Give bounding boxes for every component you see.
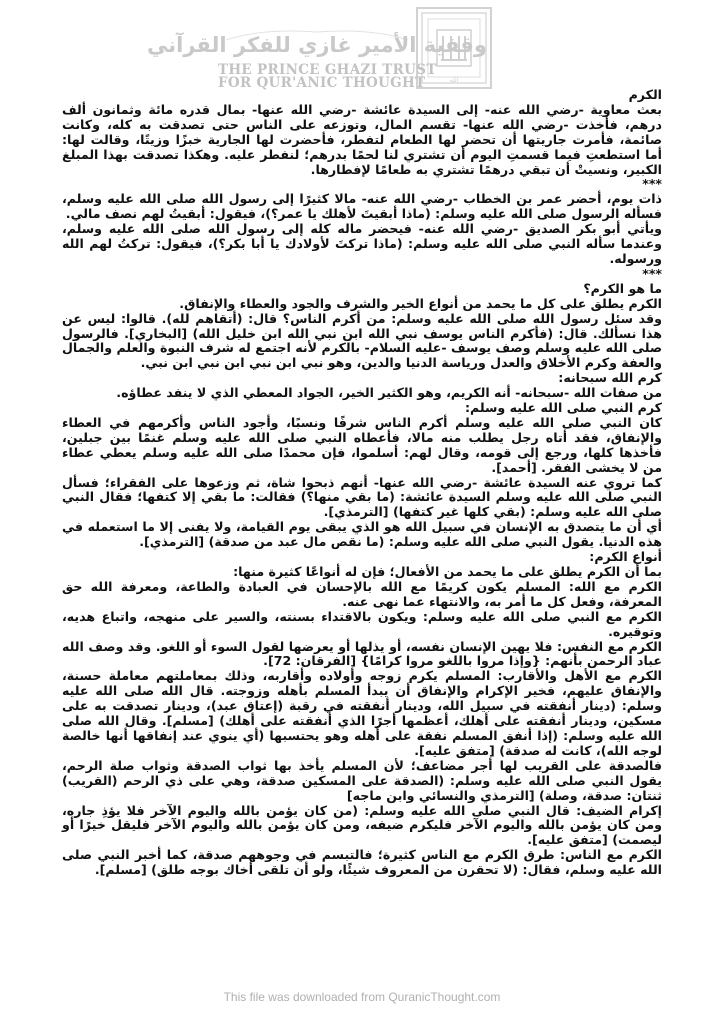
paragraph-allah-generosity: من صفات الله -سبحانه- أنه الكريم، وهو الكثير الخير، الجواد المعطي الذي لا ينفد عطاؤه.: [116, 385, 662, 401]
section-heading-allah-generosity: كرم الله سبحانه:: [558, 370, 662, 386]
paragraph-umar: ذات يوم، أحضر عمر بن الخطاب -رضي الله عنه- مالا كثيرًا إلى رسول الله صلى الله عليه وسلم، فسأله الرسول صلى الله عليه وسلم: (ماذا أبقيتَ لأهلك يا عمر؟)، فيقول: أبقيتُ لهم نصف مالي.: [62, 191, 662, 222]
trust-logo-english-name: [218, 62, 437, 91]
article-title: الكرم: [628, 87, 662, 102]
paragraph-prophet-generosity: كان النبي صلى الله عليه وسلم أكرم الناس شرفًا ونسبًا، وأجود الناس وأكرمهم في العطاء والإنفاق، فقد أتاه رجل يطلب منه مالا، فأعطاه النبي صلى الله عليه وسلم غنمًا بين جبلين، فأخذها كلها، ورجع إلى قومه، وقال لهم: أسلموا، فإن محمدًا صلى الله عليه وسلم يعطي عطاء من لا يخشى الفقر. [أحمد].: [62, 414, 662, 475]
paragraph-with-prophet: الكرم مع النبي صلى الله عليه وسلم: ويكون بالاقتداء بسنته، والسير على منهجه، واتباع هديه، وتوقيره.: [62, 608, 662, 639]
paragraph-with-self: الكرم مع النفس: فلا يهين الإنسان نفسه، أو يذلها أو يعرضها لقول السوء أو اللغو. وقد وصف الله عباد الرحمن بأنهم: {وإذا مروا باللغو مروا كرامًا} [الفرقان: 72].: [62, 638, 662, 669]
paragraph-aisha-charity: بعث معاوية -رضي الله عنه- إلى السيدة عائشة -رضي الله عنها- بمال قدره مائة وثمانون ألف درهم، فأخذت -رضي الله عنها- تقسم المال، وتوزعه على الناس حتى تصدقت به كله، وكانت صائمة، فأمرت جاريتها أن تحضر لها الطعام لتفطر، فأحضرت لها الجارية خبزًا وزيتًا، وقالت لها: أما استطعتِ فيما قسمتِ اليوم أن تشتري لنا لحمًا بدرهم؛ لنفطر عليه. وهكذا تصدقت بهذا المبلغ الكبير، ونسيتْ أن تبقي درهمًا تشتري به طعامًا لإفطارها.: [62, 101, 662, 177]
paragraph-with-allah: الكرم مع الله: المسلم يكون كريمًا مع الله بالإحسان في العبادة والطاعة، ومعرفة الله حق المعرفة، وفعل كل ما أمر به، والانتهاء عما نهى عنه.: [62, 578, 662, 609]
paragraph-yusuf: وقد سئل رسول الله صلى الله عليه وسلم: من أكرم الناس؟ قال: (أتقاهم لله). قالوا: ليس عن هذا نسألك. قال: (فأكرم الناس يوسف نبي الله ابن نبي الله ابن خليل الله) [البخاري]. فالرسول صلى الله عليه وسلم وصف يوسف -عليه السلام- بالكرم لأنه اجتمع له شرف النبوة والعلم والجمال والعفة وكرم الأخلاق والعدل ورياسة الدنيا والدين، وهو نبي ابن نبي ابن نبي ابن نبي.: [62, 310, 662, 371]
paragraph-sheep: كما تروي عنه السيدة عائشة -رضي الله عنها- أنهم ذبحوا شاة، ثم وزعوها على الفقراء؛ فسأل النبي صلى الله عليه وسلم السيدة عائشة: (ما بقي منها؟) فقالت: ما بقي إلا كتفها؛ فقال النبي صلى الله عليه وسلم: (بقي كلها غير كتفها) [الترمذي].: [62, 474, 662, 520]
section-heading-what-is-generosity: ما هو الكرم؟: [583, 280, 662, 296]
article-body: [62, 88, 662, 930]
logo-english-line-2: FOR QUR'ANIC THOUGHT: [218, 75, 426, 91]
paragraph-charity-remains: أي أن ما يتصدق به الإنسان في سبيل الله هو الذي يبقى يوم القيامة، ولا يفنى إلا ما استعمله في هذه الدنيا. يقول النبي صلى الله عليه وسلم: (ما نقص مال عبد من صدقة) [الترمذي].: [62, 519, 662, 550]
paragraph-definition: الكرم يطلق على كل ما يحمد من أنواع الخير والشرف والجود والعطاء والإنفاق.: [179, 295, 662, 311]
paragraph-charity-relatives: فالصدقة على القريب لها أجر مضاعف؛ لأن المسلم يأخذ بها ثواب الصدقة وثواب صلة الرحم، يقول النبي صلى الله عليه وسلم: (الصدقة على المسكين صدقة، وهي على ذي الرحم (القريب) ثنتان: صدقة، وصلة) [الترمذي والنسائي وابن ماجه]: [62, 757, 662, 803]
paragraph-with-family: الكرم مع الأهل والأقارب: المسلم يكرم زوجه وأولاده وأقاربه، وذلك بمعاملتهم معاملة حسنة، والإنفاق عليهم، فخير الإكرام والإنفاق أن يبدأ المسلم بأهله وزوجته. قال الله صلى الله عليه وسلم: (دينار أنفقته في سبيل الله، ودينار أنفقته في رقبة (إعتاق عبد)، ودينار تصدقت به على مسكين، ودينار أنفقته على أهلك، أعظمها أجرًا الذي أنفقته على أهلك) [مسلم]. وقال الله صلى الله عليه وسلم: (إذا أنفق المسلم نفقة على أهله وهو يحتسبها (أي ينوي عند إنفاقها أنها خالصة لوجه الله)، كانت له صدقة) [متفق عليه].: [62, 668, 662, 758]
paragraph-guest: إكرام الضيف: قال النبي صلى الله عليه وسلم: (من كان يؤمن بالله واليوم الآخر فلا يؤذِ جاره، ومن كان يؤمن بالله واليوم الآخر فليكرم ضيفه، ومن كان يؤمن بالله واليوم الآخر فليقل خيرًا أو ليصمت) [متفق عليه].: [62, 802, 662, 848]
trust-logo-arabic-name: [147, 18, 487, 62]
paragraph-types-intro: بما أن الكرم يطلق على ما يحمد من الأفعال؛ فإن له أنواعًا كثيرة منها:: [233, 564, 662, 579]
section-heading-prophet-generosity: كرم النبي صلى الله عليه وسلم:: [464, 400, 662, 416]
page-header: [0, 0, 724, 100]
logo-arabic-text: وقفية الأمير غازي للفكر القرآني: [147, 33, 487, 57]
paragraph-with-people: الكرم مع الناس: طرق الكرم مع الناس كثيرة؛ فالتبسم في وجوههم صدقة، كما أخبر النبي صلى الله عليه وسلم، فقال: (لا تحقرن من المعروف شيئًا، ولو أن تلقى أخاك بوجه طلق) [مسلم].: [62, 847, 662, 878]
download-footer: This file was downloaded from QuranicThought.com: [223, 990, 501, 1004]
paragraph-abu-bakr: ويأتي أبو بكر الصديق -رضي الله عنه- فيحضر ماله كله إلى رسول الله صلى الله عليه وسلم، وعندما سأله النبي صلى الله عليه وسلم: (ماذا تركتَ لأولادك يا أبا بكر؟)، فيقول: تركتُ لهم الله ورسوله.: [62, 221, 662, 266]
logo-english-line-1: THE PRINCE GHAZI TRUST: [218, 62, 437, 78]
seal-text: الله: [449, 77, 459, 84]
section-heading-types: أنواع الكرم:: [589, 549, 662, 565]
separator: ***: [642, 176, 662, 192]
separator: ***: [642, 265, 662, 281]
